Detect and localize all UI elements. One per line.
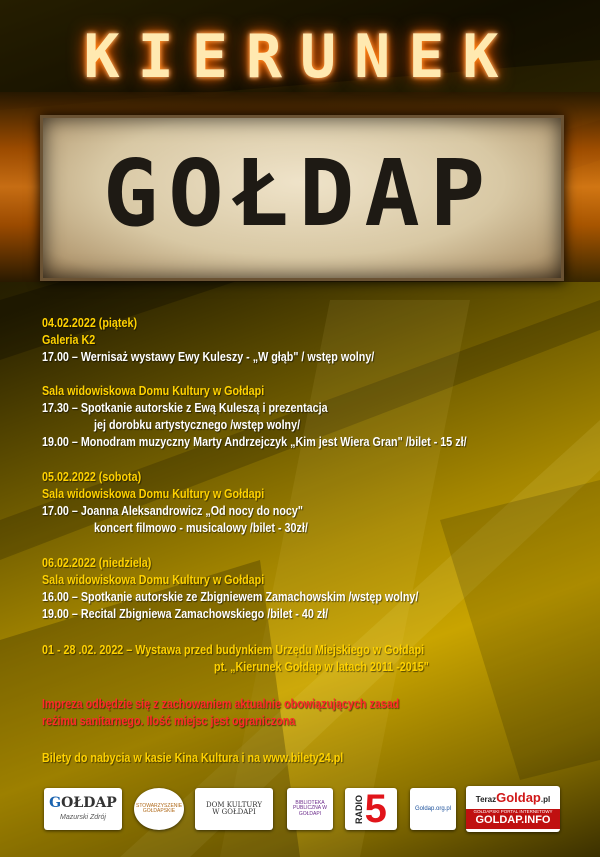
logo-goldap-org: Goldap.org.pl — [410, 788, 456, 830]
venue-line-3: Sala widowiskowa Domu Kultury w Gołdapi — [42, 487, 265, 501]
logo-radio5: RADIO 5 — [345, 788, 397, 830]
event-line-4-cont: koncert filmowo - musicalowy /bilet - 30zł/ — [94, 521, 308, 535]
event-line-2: 17.30 – Spotkanie autorskie z Ewą Kuleszą i prezentacja — [42, 401, 328, 415]
venue-line-2: Sala widowiskowa Domu Kultury w Gołdapi — [42, 384, 265, 398]
logo-biblioteka: BIBLIOTEKA PUBLICZNA W GOŁDAPI — [287, 788, 333, 830]
venue-line-1: Galeria K2 — [42, 333, 96, 347]
sanitary-notice-2: reżimu sanitarnego. Ilość miejsc jest ograniczona — [42, 714, 296, 728]
tickets-line: Bilety do nabycia w kasie Kina Kultura i na www.bilety24.pl — [42, 751, 344, 765]
logo-goldap: GOŁDAP Mazurski Zdrój — [44, 788, 122, 830]
event-line-5: 16.00 – Spotkanie autorskie ze Zbigniewem Zamachowskim /wstęp wolny/ — [42, 590, 419, 604]
event-line-1: 17.00 – Wernisaż wystawy Ewy Kuleszy - „W głąb" / wstęp wolny/ — [42, 350, 375, 364]
event-line-6: 19.00 – Recital Zbigniewa Zamachowskiego /bilet - 40 zł/ — [42, 607, 329, 621]
logo-teraz-goldap: TerazGoldap.pl GOŁDAPSKI PORTAL INTERNETOWY GOLDAP.INFO — [466, 786, 560, 832]
title-kierunek: KIERUNEK — [83, 22, 517, 92]
event-line-2-cont: jej dorobku artystycznego /wstęp wolny/ — [94, 418, 301, 432]
date-line-3: 06.02.2022 (niedziela) — [42, 556, 152, 570]
venue-line-4: Sala widowiskowa Domu Kultury w Gołdapi — [42, 573, 265, 587]
sanitary-notice-1: Impreza odbędzie się z zachowaniem aktualnie obowiązujących zasad — [42, 697, 400, 711]
exhibition-line-cont: pt. „Kierunek Gołdap w latach 2011 -2015" — [214, 660, 429, 674]
exhibition-line: 01 - 28 .02. 2022 – Wystawa przed budynkiem Urzędu Miejskiego w Gołdapi — [42, 643, 425, 657]
date-line-1: 04.02.2022 (piątek) — [42, 316, 138, 330]
event-line-3: 19.00 – Monodram muzyczny Marty Andrzejczyk „Kim jest Wiera Gran" /bilet - 15 zł/ — [42, 435, 467, 449]
logo-dom-kultury: DOM KULTURY W GOŁDAPI — [195, 788, 273, 830]
sponsor-logos — [0, 780, 600, 840]
goldap-g-icon: G — [49, 795, 62, 812]
logo-stowarzyszenie: STOWARZYSZENIE GOŁDAPSKIE — [134, 788, 184, 830]
event-line-4: 17.00 – Joanna Aleksandrowicz „Od nocy do nocy" — [42, 504, 303, 518]
title-goldap: GOŁDAP — [102, 140, 496, 247]
date-line-2: 05.02.2022 (sobota) — [42, 470, 142, 484]
